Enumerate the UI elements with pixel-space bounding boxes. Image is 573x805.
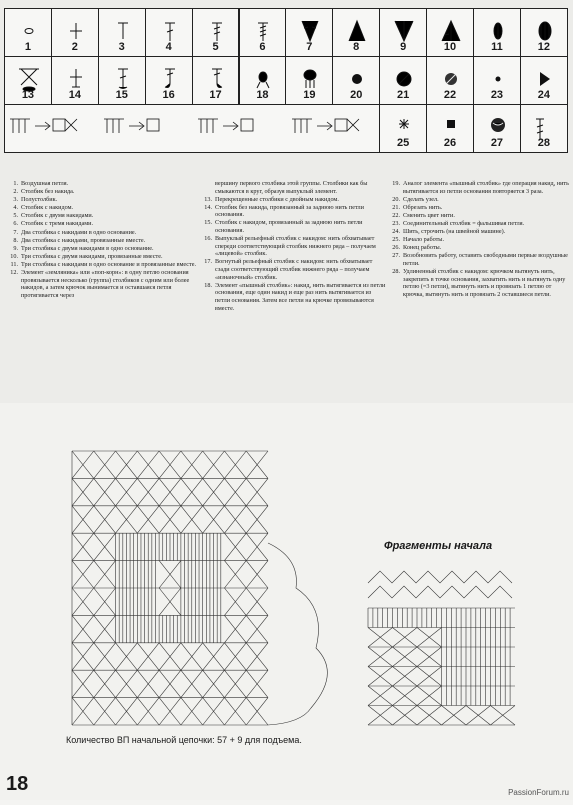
symbol-number: 3: [118, 41, 125, 53]
legend-item: [200, 235, 386, 258]
legend-item: [388, 212, 570, 220]
legend-item: [388, 196, 570, 204]
symbol-cell-25: [379, 104, 427, 153]
symbol-cell-23: [473, 56, 521, 105]
symbol-number: 17: [209, 89, 222, 101]
legend-item-text: Выпуклый рельефный столбик с накидом: нить обхватывает спереди соответствующий столбик нижнего ряда – получаем «лицевой» столбик.: [215, 235, 376, 258]
legend-item: [200, 204, 386, 219]
legend-item: [6, 220, 198, 228]
chain-caption: Количество ВП начальной цепочки: 57 + 9 для подъема.: [66, 735, 302, 745]
symbol-number: 5: [212, 41, 219, 53]
legend-item: [388, 228, 570, 236]
legend-item-number: 3.: [13, 196, 18, 204]
legend-item-number: 7.: [13, 228, 18, 236]
symbol-cell-18: [239, 56, 287, 105]
legend-item-number: 12.: [10, 269, 18, 277]
legend-item: [6, 245, 198, 253]
symbol-number: 22: [443, 89, 457, 101]
symbol-number: 28: [537, 137, 550, 149]
symbol-cell-1: [4, 8, 52, 57]
symbol-combo-cell: [4, 104, 380, 153]
symbol-number: 1: [24, 41, 31, 53]
symbol-cell-9: [379, 8, 427, 57]
legend-item-text: Столбик с накидом, провязанный за заднюю нить петли основания.: [215, 219, 363, 235]
symbol-number: 26: [443, 137, 457, 149]
symbol-cell-10: [426, 8, 474, 57]
legend-item: [6, 269, 198, 299]
combo-symbols-icon: [5, 113, 380, 143]
legend-item-text: Столбик с двумя накидами.: [21, 212, 94, 220]
symbol-number: 7: [306, 41, 313, 53]
legend-item-text: Воздушная петля.: [21, 180, 69, 187]
symbol-cell-27: [473, 104, 521, 153]
symbol-cell-7: [285, 8, 333, 57]
legend-item: [6, 253, 198, 261]
legend-item: [200, 196, 386, 204]
page-number: 18: [6, 773, 29, 795]
legend-item-text: Элемент «пышный столбик»: накид, нить вытягивается из петли основания, еще один накид и еще раз нить вытягивается из петли основания. Затем все петли на крючке провязываются вместе.: [215, 281, 386, 312]
legend-item-text: Конец работы.: [403, 244, 442, 252]
symbol-cell-16: [145, 56, 193, 105]
symbol-cell-14: [51, 56, 99, 105]
legend-item-text: Сделать узел.: [403, 195, 439, 203]
legend-item-number: 19.: [392, 180, 400, 187]
legend-item-text: Аналог элемента «пышный столбик» где операция накид, нить вытягивается из петли основания повторяется 3 раза.: [403, 180, 569, 195]
legend-column-2: [200, 180, 386, 313]
legend-item-text: Обрезать нить.: [403, 203, 443, 211]
legend-item-number: 28.: [392, 268, 400, 276]
legend-item-text: Перекрещенные столбики с двойным накидом.: [215, 195, 339, 203]
symbol-cell-24: [520, 56, 568, 105]
legend-item: [388, 204, 570, 212]
symbol-number: 12: [537, 41, 550, 53]
legend-item-text: Сменить цвет нити.: [403, 211, 455, 219]
symbol-cell-2: [51, 8, 99, 57]
symbols-grid: [4, 8, 568, 168]
symbol-number: 11: [491, 41, 503, 53]
legend-item-text: Три столбика с двумя накидами, провязанные вместе.: [21, 252, 163, 260]
symbol-cell-3: [98, 8, 146, 57]
legend-item-text: Шить, строчить (на швейной машине).: [403, 228, 506, 236]
legend-item-number: 25.: [392, 236, 400, 244]
symbol-number: 24: [537, 89, 550, 101]
legend-item: [388, 180, 570, 195]
symbol-number: 15: [115, 89, 128, 101]
legend-column-3: [388, 180, 570, 299]
symbol-cell-12: [520, 8, 568, 57]
legend-item-number: 18.: [204, 281, 212, 289]
legend-item-number: 10.: [10, 252, 18, 260]
legend-item-text: Начало работы.: [403, 236, 445, 244]
legend-item-text: Удлиненный столбик с накидом: крючком вытянуть нить, закрепить в точке основания, захватить нить и вытянуть одну петлю (=3 петли), вытянуть нить и провязать 1 петлю от крючка, вытянуть нить и провязать 2 оставшиеся петли.: [403, 268, 566, 298]
legend-item-text: Столбик без накида, провязанный за заднюю нить петли основания.: [215, 203, 364, 219]
legend-item-text: Три столбика с двумя накидами в одно основание.: [21, 244, 154, 252]
symbol-number: 4: [165, 41, 172, 53]
legend-item-number: 2.: [13, 188, 18, 196]
symbol-cell-17: [192, 56, 240, 105]
legend-item-text: Два столбика с накидами, провязанные вместе.: [21, 236, 146, 244]
legend-item-number: 15.: [204, 219, 212, 227]
symbol-number: 25: [397, 137, 410, 149]
legend-item-text: Столбик с тремя накидами.: [21, 220, 94, 228]
legend-item: [388, 244, 570, 252]
legend-item-number: 5.: [13, 212, 18, 220]
legend-item: [6, 212, 198, 220]
symbol-number: 13: [21, 89, 35, 101]
legend-item: [200, 219, 386, 234]
symbol-cell-26: [426, 104, 474, 153]
legend-item-number: 11.: [10, 260, 18, 268]
legend-item: [388, 236, 570, 244]
symbol-number: 10: [443, 41, 457, 53]
legend-item-number: 21.: [392, 203, 400, 211]
legend-item-number: 4.: [13, 204, 18, 212]
symbol-cell-22: [426, 56, 474, 105]
symbol-number: 6: [259, 41, 266, 53]
symbol-cell-28: [520, 104, 568, 153]
legend-item-number: 23.: [392, 219, 400, 227]
symbol-number: 8: [353, 41, 360, 53]
symbol-cell-5: [192, 8, 240, 57]
symbol-number: 16: [162, 89, 175, 101]
legend-item-number: 20.: [392, 195, 400, 203]
symbol-number: 9: [400, 41, 407, 53]
legend-item: [6, 180, 198, 188]
symbol-number: 14: [68, 89, 81, 101]
legend-item: [6, 261, 198, 269]
legend-column-1: [6, 180, 198, 300]
legend-item-number: 14.: [204, 203, 212, 211]
legend-item: [6, 237, 198, 245]
legend-item-number: 13.: [204, 195, 212, 203]
legend-item-text: вершину первого столбика этой группы. Столбики как бы смыкаются в круг, образуя выпуклый элемент.: [215, 180, 368, 195]
symbol-cell-4: [145, 8, 193, 57]
legend-item-number: 16.: [204, 235, 212, 243]
symbol-cell-8: [332, 8, 380, 57]
fragments-title: Фрагменты начала: [384, 540, 493, 552]
legend-item-number: 8.: [13, 236, 18, 244]
legend-item-number: 9.: [13, 244, 18, 252]
legend-item-text: Столбик без накида.: [21, 188, 75, 196]
symbol-cell-6: [239, 8, 287, 57]
legend-item-text: Возобновить работу, оставить свободными первые воздушные петли.: [403, 252, 568, 267]
symbol-cell-19: [285, 56, 333, 105]
symbol-cell-13: [4, 56, 52, 105]
symbol-number: 20: [350, 89, 363, 101]
symbol-number: 23: [490, 89, 504, 101]
site-watermark: PassionForum.ru: [508, 788, 569, 797]
legend-item-text: Столбик с накидом.: [21, 204, 74, 212]
legend-item: [200, 258, 386, 281]
legend-item: [6, 188, 198, 196]
legend-item: [6, 229, 198, 237]
symbol-cell-11: [473, 8, 521, 57]
legend-item: [388, 252, 570, 267]
legend-item-number: 27.: [392, 252, 400, 260]
legend-item-number: 17.: [204, 258, 212, 266]
symbol-number: 27: [490, 137, 504, 149]
legend-item-text: Соединительный столбик = фальшивая петля.: [403, 219, 525, 227]
symbol-number: 19: [303, 89, 316, 101]
legend-item: [388, 268, 570, 298]
symbol-number: 2: [71, 41, 78, 53]
legend-item-number: 6.: [13, 220, 18, 228]
legend-item: [388, 220, 570, 228]
symbol-cell-20: [332, 56, 380, 105]
legend-item-number: 22.: [392, 211, 400, 219]
legend-item-text: Элемент «земляника» или «поп-корн»: в одну петлю основания провязывается несколько (группа) столбиков с одним или более накидов, а затем крючок вынимается и оставшаяся петля протягивается через: [21, 269, 190, 299]
legend-item-text: Два столбика с накидами в одно основание.: [21, 228, 137, 236]
legend-item: [200, 180, 386, 195]
symbol-number: 18: [256, 89, 269, 101]
legend-item: [6, 204, 198, 212]
legend-item-text: Вогнутый рельефный столбик с накидом: нить обхватывает сзади соответствующий столбик нижнего ряда – получаем «изнаночный» столбик.: [215, 258, 373, 281]
legend-item-text: Полустолбик.: [21, 196, 58, 204]
legend-item: [200, 282, 386, 312]
legend-item-text: Три столбика с накидами в одно основание и провязанные вместе.: [21, 260, 197, 268]
symbol-number: 21: [397, 89, 410, 101]
legend-item-number: 1.: [13, 180, 18, 187]
symbol-cell-21: [379, 56, 427, 105]
symbol-cell-15: [98, 56, 146, 105]
legend-item: [6, 196, 198, 204]
legend-item-number: 26.: [392, 244, 400, 252]
legend-item-number: 24.: [392, 228, 400, 236]
